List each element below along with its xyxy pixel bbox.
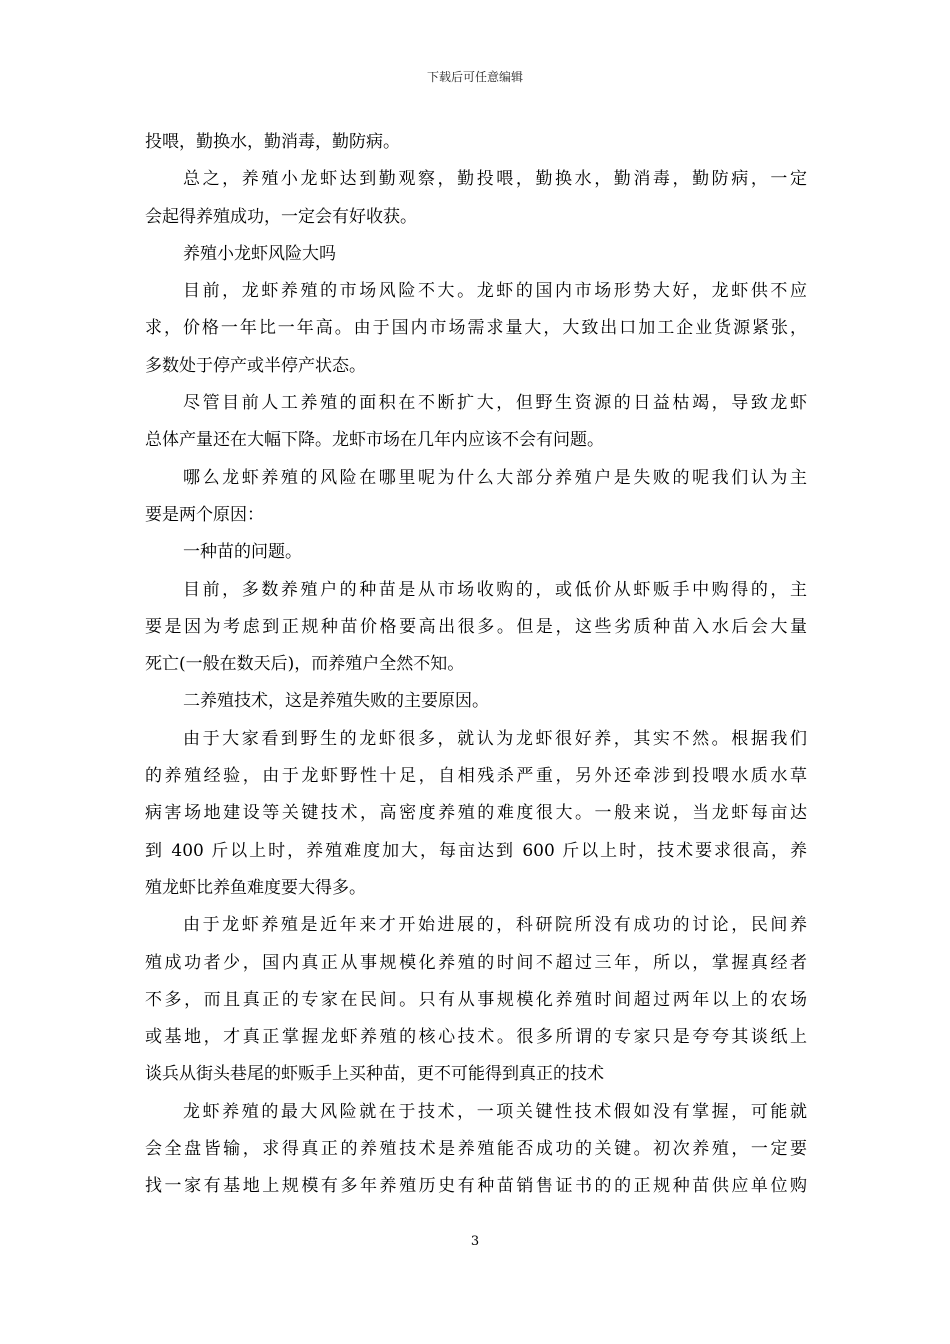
text-line: 多数处于停产或半停产状态。 <box>145 355 366 376</box>
text-line: 求，价格一年比一年高。由于国内市场需求量大，大致出口加工企业货源紧张， <box>145 318 807 339</box>
text-line: 到 400 斤以上时，养殖难度加大，每亩达到 600 斤以上时，技术要求很高，养 <box>145 840 807 861</box>
text-line: 或基地，才真正掌握龙虾养殖的核心技术。很多所谓的专家只是夸夸其谈纸上 <box>145 1027 807 1048</box>
text-line: 谈兵从街头巷尾的虾贩手上买种苗，更不可能得到真正的技术 <box>145 1064 604 1085</box>
text-line: 病害场地建设等关键技术，高密度养殖的难度很大。一般来说，当龙虾每亩达 <box>145 803 807 824</box>
text-line: 二养殖技术，这是养殖失败的主要原因。 <box>183 691 489 712</box>
document-body <box>145 124 807 1206</box>
text-line: 投喂，勤换水，勤消毒，勤防病。 <box>145 132 400 152</box>
text-line: 龙虾养殖的最大风险就在于技术，一项关键性技术假如没有掌握，可能就 <box>183 1101 807 1122</box>
text-line: 的养殖经验，由于龙虾野性十足，自相残杀严重，另外还牵涉到投喂水质水草 <box>145 766 807 787</box>
text-line: 找一家有基地上规模有多年养殖历史有种苗销售证书的的正规种苗供应单位购 <box>145 1176 807 1197</box>
text-line: 殖龙虾比养鱼难度要大得多。 <box>145 877 366 898</box>
text-line: 会全盘皆输，求得真正的养殖技术是养殖能否成功的关键。初次养殖，一定要 <box>145 1139 807 1160</box>
text-line: 会起得养殖成功，一定会有好收获。 <box>145 206 417 227</box>
text-line: 要是因为考虑到正规种苗价格要高出很多。但是，这些劣质种苗入水后会大量 <box>145 616 807 637</box>
text-line: 总体产量还在大幅下降。龙虾市场在几年内应该不会有问题。 <box>145 430 604 451</box>
text-line: 哪么龙虾养殖的风险在哪里呢为什么大部分养殖户是失败的呢我们认为主 <box>183 467 807 488</box>
text-line: 要是两个原因： <box>145 504 264 525</box>
text-line: 殖成功者少，国内真正从事规模化养殖的时间不超过三年，所以，掌握真经者 <box>145 952 807 973</box>
text-line: 目前，多数养殖户的种苗是从市场收购的，或低价从虾贩手中购得的，主 <box>183 579 807 600</box>
text-line: 尽管目前人工养殖的面积在不断扩大，但野生资源的日益枯竭，导致龙虾 <box>183 393 807 414</box>
section-heading: 养殖小龙虾风险大吗 <box>183 243 336 264</box>
page-number: 3 <box>470 1234 480 1249</box>
text-line: 由于龙虾养殖是近年来才开始进展的，科研院所没有成功的讨论，民间养 <box>183 915 807 936</box>
text-line: 不多，而且真正的专家在民间。只有从事规模化养殖时间超过两年以上的农场 <box>145 989 807 1010</box>
text-line: 死亡(一般在数天后)，而养殖户全然不知。 <box>145 654 465 675</box>
text-line: 总之，养殖小龙虾达到勤观察，勤投喂，勤换水，勤消毒，勤防病，一定 <box>183 169 807 190</box>
page-header: 下载后可任意编辑 <box>426 70 523 84</box>
text-line: 一种苗的问题。 <box>183 542 302 563</box>
text-line: 由于大家看到野生的龙虾很多，就认为龙虾很好养，其实不然。根据我们 <box>183 728 807 749</box>
text-line: 目前，龙虾养殖的市场风险不大。龙虾的国内市场形势大好，龙虾供不应 <box>183 281 807 302</box>
